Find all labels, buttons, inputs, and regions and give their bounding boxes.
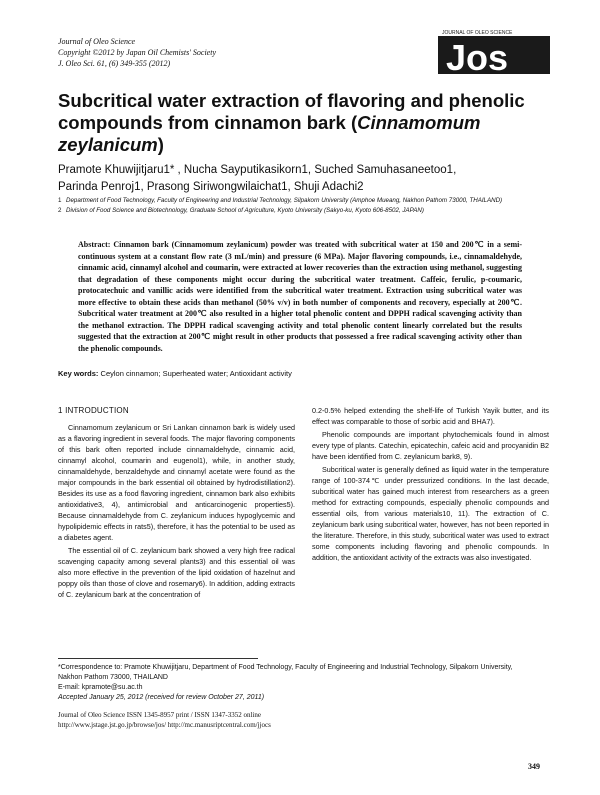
keywords (58, 369, 538, 378)
keywords-label: Key words: (58, 369, 99, 378)
paragraph: The essential oil of C. zeylanicum bark showed a very high free radical scavenging capacity among several plants3) and this essential oil was also more effective in the prevention of the lipid oxidation of hazelnut and poppy oils than those of clove and rosemary6). In addition, adding extracts of C. zeylanicum bark at the concentration of (58, 546, 295, 599)
section-heading: 1 INTRODUCTION (58, 406, 129, 415)
affiliations (58, 196, 538, 215)
paragraph: 0.2-0.5% helped extending the shelf-life of Turkish Yayik butter, and its effect was comparable to those of sorbic acid and BHA7). (312, 406, 549, 426)
species-name: Cinnamomum zeylanicum (58, 112, 481, 155)
copyright-line: Copyright ©2012 by Japan Oil Chemists' Society (58, 48, 216, 57)
affiliation-2: 2 Division of Food Science and Biotechnology, Graduate School of Agriculture, Kyoto University (Sakyo-ku, Kyoto 606-8502, JAPAN) (58, 206, 424, 214)
paragraph: Subcritical water is generally defined as liquid water in the temperature range of 100-374℃ under pressurized conditions. In the last decade, subcritical water has gained much interest from researchers as a green method for extracting compounds, especially phenolic compounds and essential oils, from various materials10, 11). The extraction of C. zeylanicum bark using subcritical water, however, has not been reported in the literature. Therefore, in this study, subcritical water was used to extract some components including flavoring and phenolic compounds. In addition, the antioxidant activity of the extracts was also investigated. (312, 465, 549, 562)
url-line[interactable]: http://www.jstage.jst.go.jp/browse/jos/ http://mc.manusriptcentral.com/jjocs (58, 721, 271, 729)
affiliation-1: 1 Department of Food Technology, Faculty of Engineering and Industrial Technology, Silpakorn University (Amphoe Mueang, Nakhon Pathom 73000, THAILAND) (58, 197, 503, 204)
journal-name: Journal of Oleo Science (58, 37, 136, 46)
issn-line: Journal of Oleo Science ISSN 1345-8957 print / ISSN 1347-3352 online (58, 711, 261, 719)
column-right (312, 405, 549, 565)
footnote-divider (58, 658, 258, 659)
keywords-text: Ceylon cinnamon; Superheated water; Antioxidant activity (100, 369, 292, 378)
author-line-1: Pramote Khuwijitjaru1* , Nucha Sayputikasikorn1, Suched Samuhasaneetoo1, (58, 164, 457, 176)
email[interactable]: E-mail: kpramote@su.ac.th (58, 684, 143, 691)
paragraph: Cinnamomum zeylanicum or Sri Lankan cinnamon bark is widely used as a flavoring ingredient in several foods. The major flavoring components of this bark often reported include cinnamaldehyde, cinnamic acid, cinnamyl alcohol, coumarin and eugenol1), while, in another study, cinnamaldehyde, benzaldehyde and cinnamyl acetate were found as the major compounds in the bark essential oil obtained by hydrodistillation2). Besides its use as a food flavoring ingredient, cinnamon bark also exhibits antioxidative3, 4), antimicrobial and anticarcinogenic properties5). Because cinnamaldehyde from C. zeylanicum induces hypoglycemic and hypolipidemic effects in rats5), therefore, it has the potential to be used as a diabetes agent. (58, 423, 295, 542)
article-title: Subcritical water extraction of flavoring and phenolic compounds from cinnamon bark (Cinnamomum zeylanicum) (58, 90, 525, 155)
paragraph: Phenolic compounds are important phytochemicals found in almost every type of plants. Catechin, epicatechin, cafeic acid and procyanidin B2 have been identified from C. zeylanicum bark8, 9). (312, 430, 549, 461)
page-number: 349 (528, 762, 540, 771)
dates: Accepted January 25, 2012 (received for review October 27, 2011) (58, 694, 265, 701)
logo-small-text: JOURNAL OF OLEO SCIENCE (442, 30, 513, 36)
journal-logo (438, 28, 550, 74)
logo-big-text: Jos (446, 37, 509, 74)
journal-footer (58, 710, 538, 730)
correspondence: *Correspondence to: Pramote Khuwijitjaru, Department of Food Technology, Faculty of Engineering and Industrial Technology, Silpakorn University, Nakhon Pathom 73000, THAILAND (58, 664, 513, 681)
journal-header (58, 36, 216, 69)
abstract: Abstract: Cinnamon bark (Cinnamomum zeylanicum) powder was treated with subcritical water at 150 and 200℃ in a semi-continuous system at a constant flow rate (3 mL/min) and pressure (6 MPa). Major flavoring compounds, i.e., cinnamaldehyde, cinnamic acid, cinnamyl alcohol and coumarin, were extracted at lower recoveries than the extraction using methanol, suggesting that degradation of these components might occur during the subcritical water treatment. Caffeic, ferulic, p-coumaric, protocatechuic and vanillic acids were identified from the subcritical water treatment. Extraction using subcritical water was more effective to obtain these acids than methanol (50% v/v) in both number of components and recovery, especially at 200℃. Subcritical water treatment at 200℃ also resulted in a higher total phenolic content and DPPH radical scavenging activity than the methanol extraction. The DPPH radical scavenging activity and total phenolic content linearly correlated but the results suggested that the extraction at 200℃ might result in other products that possessed a free radical scavenging activity other than the phenolic compounds. (78, 240, 522, 353)
author-list (58, 162, 538, 196)
footnote (58, 663, 538, 703)
column-left (58, 405, 295, 602)
author-line-2: Parinda Penroj1, Prasong Siriwongwilaichat1, Shuji Adachi2 (58, 181, 364, 193)
citation-line: J. Oleo Sci. 61, (6) 349-355 (2012) (58, 59, 171, 68)
